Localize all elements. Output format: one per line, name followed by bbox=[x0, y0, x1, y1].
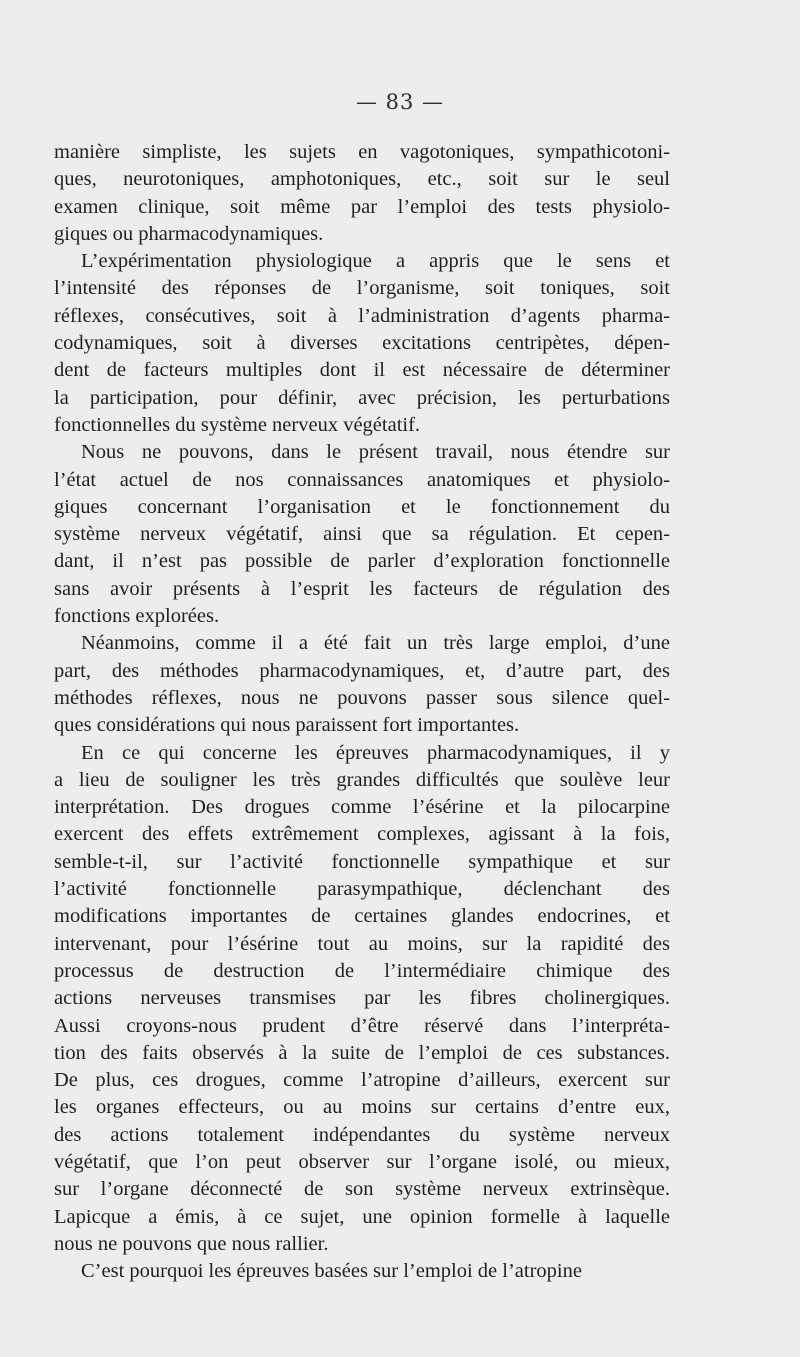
text-line: manière simpliste, les sujets en vagotoniques, sympathicotoni- bbox=[54, 141, 670, 163]
text-line: semble-t-il, sur l’activité fonctionnelle sympathique et sur bbox=[54, 850, 670, 873]
text-line: processus de destruction de l’intermédiaire chimique des bbox=[54, 959, 670, 982]
text-line: dant, il n’est pas possible de parler d’exploration fonctionnelle bbox=[54, 550, 670, 573]
text-line: De plus, ces drogues, comme l’atropine d’ailleurs, exercent sur bbox=[54, 1069, 670, 1092]
text-line: Nous ne pouvons, dans le présent travail, nous étendre sur bbox=[81, 441, 670, 464]
paragraph bbox=[54, 139, 670, 248]
text-line: interprétation. Des drogues comme l’ésérine et la pilocarpine bbox=[54, 796, 670, 819]
text-line: l’état actuel de nos connaissances anatomiques et physiolo- bbox=[54, 468, 670, 491]
paragraph bbox=[54, 248, 670, 439]
text-line: nous ne pouvons que nous rallier. bbox=[54, 1232, 329, 1255]
text-line: intervenant, pour l’ésérine tout au moins, sur la rapidité des bbox=[54, 932, 670, 955]
text-line: giques ou pharmacodynamiques. bbox=[54, 222, 324, 245]
text-line: l’activité fonctionnelle parasympathique, déclenchant des bbox=[54, 878, 670, 901]
text-line: a lieu de souligner les très grandes difficultés que soulève leur bbox=[54, 768, 670, 791]
text-line: exercent des effets extrêmement complexes, agissant à la fois, bbox=[54, 823, 670, 846]
text-line: système nerveux végétatif, ainsi que sa régulation. Et cepen- bbox=[54, 523, 670, 546]
body-text bbox=[54, 139, 670, 1285]
text-line: sans avoir présents à l’esprit les facteurs de régulation des bbox=[54, 577, 670, 600]
text-line: des actions totalement indépendantes du système nerveux bbox=[54, 1123, 670, 1146]
text-line: Aussi croyons-nous prudent d’être réservé dans l’interpréta- bbox=[54, 1014, 670, 1037]
text-line: ques, neurotoniques, amphotoniques, etc., soit sur le seul bbox=[54, 168, 670, 191]
text-line: ques considérations qui nous paraissent fort importantes. bbox=[54, 714, 520, 737]
text-line: L’expérimentation physiologique a appris que le sens et bbox=[81, 250, 670, 273]
text-line: Néanmoins, comme il a été fait un très large emploi, d’une bbox=[81, 632, 670, 655]
text-line: l’intensité des réponses de l’organisme, soit toniques, soit bbox=[54, 277, 670, 300]
text-line: réflexes, consécutives, soit à l’administration d’agents pharma- bbox=[54, 304, 670, 327]
text-line: part, des méthodes pharmacodynamiques, et, d’autre part, des bbox=[54, 659, 670, 682]
text-line: sur l’organe déconnecté de son système nerveux extrinsèque. bbox=[54, 1178, 670, 1201]
text-line: giques concernant l’organisation et le fonctionnement du bbox=[54, 495, 670, 518]
text-line: tion des faits observés à la suite de l’emploi de ces substances. bbox=[54, 1041, 670, 1064]
text-line: les organes effecteurs, ou au moins sur certains d’entre eux, bbox=[54, 1096, 670, 1119]
text-line: végétatif, que l’on peut observer sur l’organe isolé, ou mieux, bbox=[54, 1150, 670, 1173]
text-line: En ce qui concerne les épreuves pharmacodynamiques, il y bbox=[81, 741, 670, 764]
text-line: examen clinique, soit même par l’emploi des tests physiolo- bbox=[54, 195, 670, 218]
paragraph bbox=[54, 439, 670, 630]
text-line: la participation, pour définir, avec précision, les perturbations bbox=[54, 386, 670, 409]
page-number: — 83 — bbox=[355, 90, 445, 114]
text-line: modifications importantes de certaines glandes endocrines, et bbox=[54, 905, 670, 928]
text-line: Lapicque a émis, à ce sujet, une opinion formelle à laquelle bbox=[54, 1205, 670, 1228]
text-line: C’est pourquoi les épreuves basées sur l’emploi de l’atropine bbox=[81, 1260, 582, 1283]
text-line: dent de facteurs multiples dont il est nécessaire de déterminer bbox=[54, 359, 670, 382]
paragraph bbox=[54, 740, 670, 1259]
text-line: méthodes réflexes, nous ne pouvons passer sous silence quel- bbox=[54, 686, 670, 709]
paragraph bbox=[54, 1258, 670, 1285]
text-line: codynamiques, soit à diverses excitations centripètes, dépen- bbox=[54, 332, 670, 355]
text-line: actions nerveuses transmises par les fibres cholinergiques. bbox=[54, 987, 670, 1010]
text-line: fonctionnelles du système nerveux végétatif. bbox=[54, 413, 421, 436]
paragraph bbox=[54, 630, 670, 739]
text-line: fonctions explorées. bbox=[54, 605, 220, 628]
